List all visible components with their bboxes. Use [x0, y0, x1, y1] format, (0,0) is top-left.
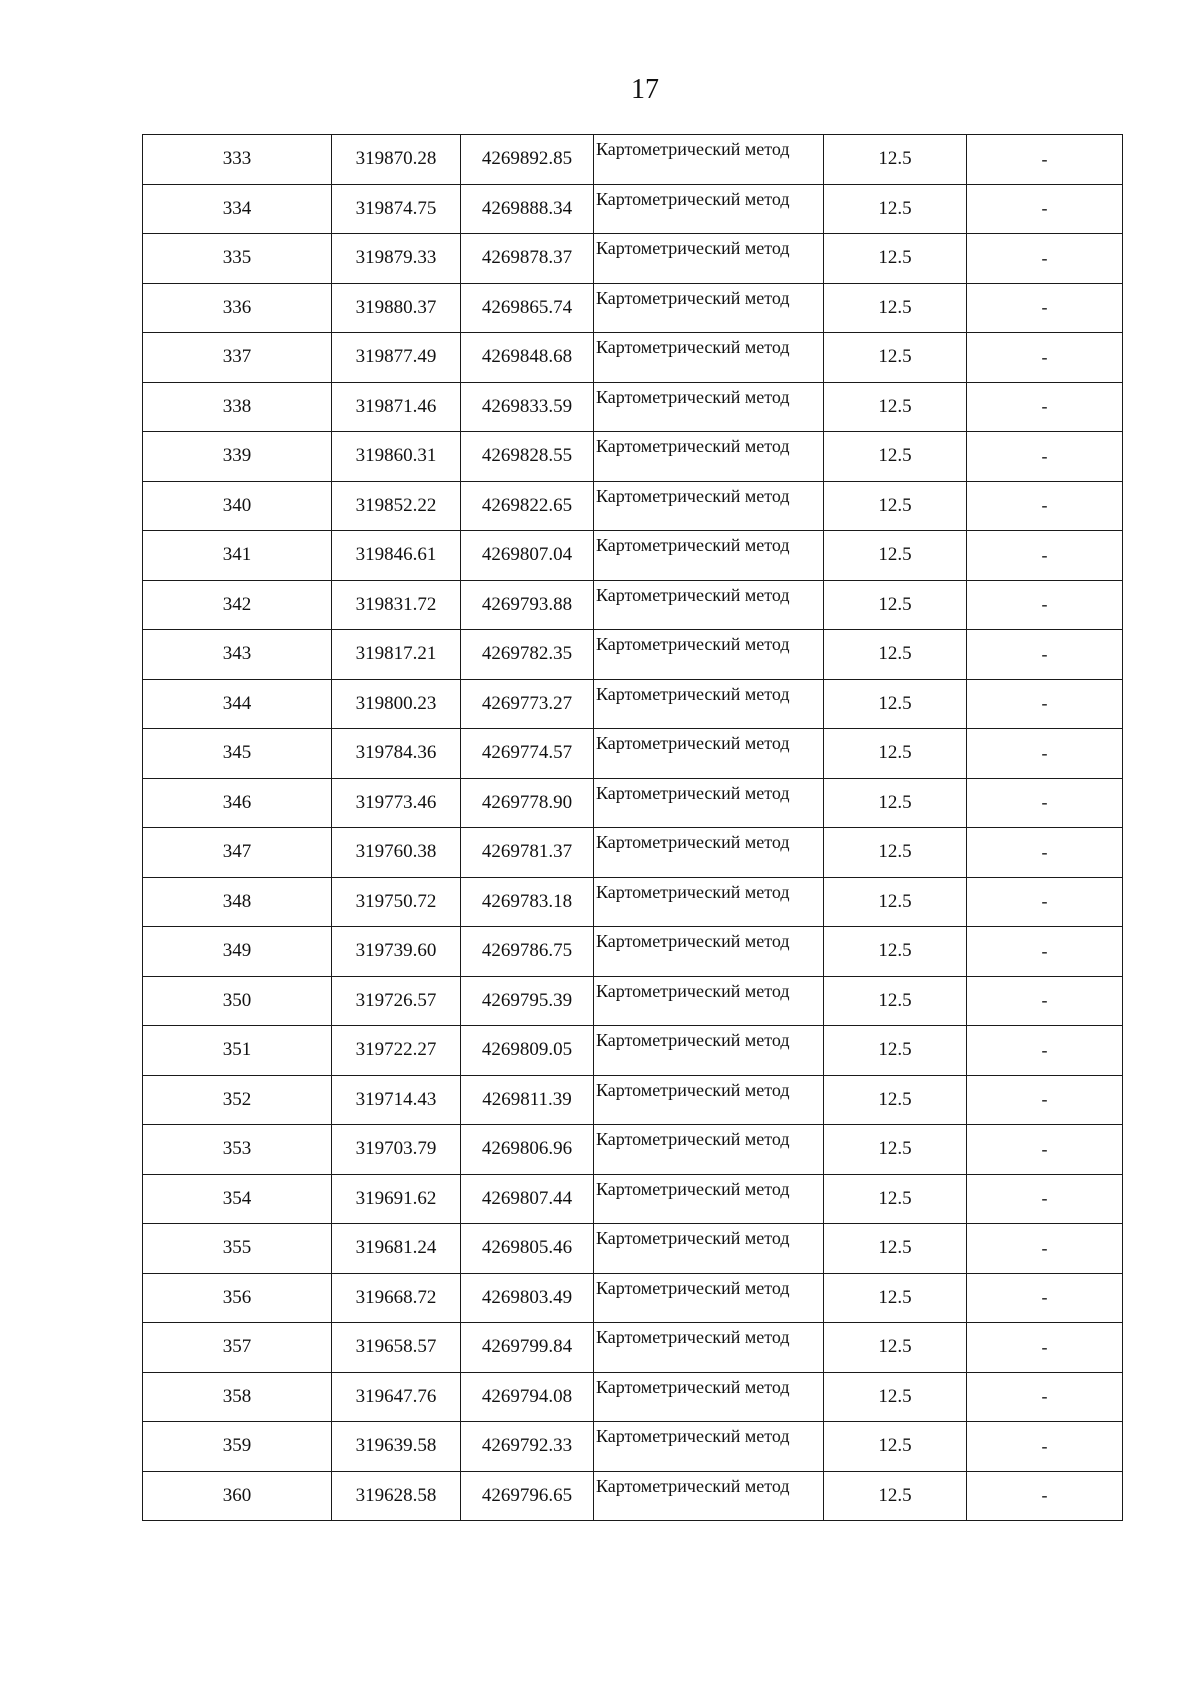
method-cell: Картометрический метод: [594, 184, 824, 234]
accuracy-cell: 12.5: [824, 283, 967, 333]
note-cell: -: [967, 283, 1123, 333]
point-number-cell: 358: [143, 1372, 332, 1422]
point-number-cell: 334: [143, 184, 332, 234]
x-coordinate-cell: 319831.72: [332, 580, 461, 630]
note-cell: -: [967, 1075, 1123, 1125]
method-cell: Картометрический метод: [594, 234, 824, 284]
accuracy-cell: 12.5: [824, 1471, 967, 1521]
accuracy-cell: 12.5: [824, 481, 967, 531]
method-cell: Картометрический метод: [594, 135, 824, 185]
note-cell: -: [967, 1174, 1123, 1224]
note-cell: -: [967, 580, 1123, 630]
x-coordinate-cell: 319773.46: [332, 778, 461, 828]
page-number: 17: [631, 74, 659, 105]
y-coordinate-cell: 4269822.65: [461, 481, 594, 531]
y-coordinate-cell: 4269811.39: [461, 1075, 594, 1125]
method-cell: Картометрический метод: [594, 679, 824, 729]
y-coordinate-cell: 4269796.65: [461, 1471, 594, 1521]
method-cell: Картометрический метод: [594, 927, 824, 977]
x-coordinate-cell: 319647.76: [332, 1372, 461, 1422]
note-cell: -: [967, 877, 1123, 927]
y-coordinate-cell: 4269792.33: [461, 1422, 594, 1472]
accuracy-cell: 12.5: [824, 234, 967, 284]
note-cell: -: [967, 778, 1123, 828]
point-number-cell: 349: [143, 927, 332, 977]
point-number-cell: 343: [143, 630, 332, 680]
x-coordinate-cell: 319714.43: [332, 1075, 461, 1125]
accuracy-cell: 12.5: [824, 432, 967, 482]
table-row: [143, 1422, 1123, 1472]
accuracy-cell: 12.5: [824, 382, 967, 432]
accuracy-cell: 12.5: [824, 1075, 967, 1125]
point-number-cell: 335: [143, 234, 332, 284]
x-coordinate-cell: 319784.36: [332, 729, 461, 779]
table-row: [143, 234, 1123, 284]
x-coordinate-cell: 319880.37: [332, 283, 461, 333]
note-cell: -: [967, 828, 1123, 878]
note-cell: -: [967, 1026, 1123, 1076]
y-coordinate-cell: 4269799.84: [461, 1323, 594, 1373]
note-cell: -: [967, 927, 1123, 977]
method-cell: Картометрический метод: [594, 283, 824, 333]
table-row: [143, 1372, 1123, 1422]
accuracy-cell: 12.5: [824, 976, 967, 1026]
accuracy-cell: 12.5: [824, 1174, 967, 1224]
note-cell: -: [967, 630, 1123, 680]
y-coordinate-cell: 4269878.37: [461, 234, 594, 284]
point-number-cell: 344: [143, 679, 332, 729]
note-cell: -: [967, 1273, 1123, 1323]
method-cell: Картометрический метод: [594, 481, 824, 531]
y-coordinate-cell: 4269794.08: [461, 1372, 594, 1422]
note-cell: -: [967, 382, 1123, 432]
method-cell: Картометрический метод: [594, 828, 824, 878]
y-coordinate-cell: 4269786.75: [461, 927, 594, 977]
table-row: [143, 135, 1123, 185]
table-row: [143, 1026, 1123, 1076]
accuracy-cell: 12.5: [824, 630, 967, 680]
point-number-cell: 355: [143, 1224, 332, 1274]
accuracy-cell: 12.5: [824, 135, 967, 185]
table-row: [143, 729, 1123, 779]
point-number-cell: 342: [143, 580, 332, 630]
y-coordinate-cell: 4269774.57: [461, 729, 594, 779]
point-number-cell: 354: [143, 1174, 332, 1224]
table-row: [143, 1174, 1123, 1224]
point-number-cell: 356: [143, 1273, 332, 1323]
x-coordinate-cell: 319691.62: [332, 1174, 461, 1224]
accuracy-cell: 12.5: [824, 1224, 967, 1274]
table-row: [143, 778, 1123, 828]
coordinates-table: [142, 134, 1123, 1521]
note-cell: -: [967, 184, 1123, 234]
table-row: [143, 481, 1123, 531]
note-cell: -: [967, 1125, 1123, 1175]
y-coordinate-cell: 4269805.46: [461, 1224, 594, 1274]
accuracy-cell: 12.5: [824, 531, 967, 581]
point-number-cell: 359: [143, 1422, 332, 1472]
point-number-cell: 351: [143, 1026, 332, 1076]
table-row: [143, 630, 1123, 680]
method-cell: Картометрический метод: [594, 1372, 824, 1422]
point-number-cell: 352: [143, 1075, 332, 1125]
accuracy-cell: 12.5: [824, 1273, 967, 1323]
x-coordinate-cell: 319879.33: [332, 234, 461, 284]
y-coordinate-cell: 4269807.04: [461, 531, 594, 581]
note-cell: -: [967, 976, 1123, 1026]
method-cell: Картометрический метод: [594, 877, 824, 927]
table-row: [143, 1323, 1123, 1373]
x-coordinate-cell: 319874.75: [332, 184, 461, 234]
note-cell: -: [967, 135, 1123, 185]
note-cell: -: [967, 1422, 1123, 1472]
point-number-cell: 339: [143, 432, 332, 482]
note-cell: -: [967, 1471, 1123, 1521]
note-cell: -: [967, 1323, 1123, 1373]
method-cell: Картометрический метод: [594, 778, 824, 828]
accuracy-cell: 12.5: [824, 927, 967, 977]
x-coordinate-cell: 319817.21: [332, 630, 461, 680]
method-cell: Картометрический метод: [594, 1323, 824, 1373]
x-coordinate-cell: 319800.23: [332, 679, 461, 729]
table-row: [143, 1273, 1123, 1323]
accuracy-cell: 12.5: [824, 333, 967, 383]
method-cell: Картометрический метод: [594, 976, 824, 1026]
y-coordinate-cell: 4269803.49: [461, 1273, 594, 1323]
table-row: [143, 1471, 1123, 1521]
table-row: [143, 184, 1123, 234]
method-cell: Картометрический метод: [594, 382, 824, 432]
x-coordinate-cell: 319750.72: [332, 877, 461, 927]
table-row: [143, 1224, 1123, 1274]
point-number-cell: 348: [143, 877, 332, 927]
x-coordinate-cell: 319726.57: [332, 976, 461, 1026]
y-coordinate-cell: 4269782.35: [461, 630, 594, 680]
table-row: [143, 679, 1123, 729]
point-number-cell: 350: [143, 976, 332, 1026]
accuracy-cell: 12.5: [824, 1372, 967, 1422]
x-coordinate-cell: 319703.79: [332, 1125, 461, 1175]
table-row: [143, 382, 1123, 432]
point-number-cell: 360: [143, 1471, 332, 1521]
y-coordinate-cell: 4269781.37: [461, 828, 594, 878]
point-number-cell: 336: [143, 283, 332, 333]
note-cell: -: [967, 333, 1123, 383]
table-row: [143, 531, 1123, 581]
note-cell: -: [967, 234, 1123, 284]
point-number-cell: 337: [143, 333, 332, 383]
table-row: [143, 580, 1123, 630]
method-cell: Картометрический метод: [594, 333, 824, 383]
table-row: [143, 333, 1123, 383]
point-number-cell: 347: [143, 828, 332, 878]
y-coordinate-cell: 4269828.55: [461, 432, 594, 482]
y-coordinate-cell: 4269848.68: [461, 333, 594, 383]
y-coordinate-cell: 4269795.39: [461, 976, 594, 1026]
point-number-cell: 353: [143, 1125, 332, 1175]
table-row: [143, 1075, 1123, 1125]
table-row: [143, 927, 1123, 977]
y-coordinate-cell: 4269783.18: [461, 877, 594, 927]
method-cell: Картометрический метод: [594, 1422, 824, 1472]
point-number-cell: 338: [143, 382, 332, 432]
table-row: [143, 976, 1123, 1026]
accuracy-cell: 12.5: [824, 184, 967, 234]
table-row: [143, 283, 1123, 333]
table-row: [143, 877, 1123, 927]
point-number-cell: 340: [143, 481, 332, 531]
y-coordinate-cell: 4269793.88: [461, 580, 594, 630]
x-coordinate-cell: 319846.61: [332, 531, 461, 581]
note-cell: -: [967, 1224, 1123, 1274]
note-cell: -: [967, 679, 1123, 729]
x-coordinate-cell: 319658.57: [332, 1323, 461, 1373]
method-cell: Картометрический метод: [594, 531, 824, 581]
method-cell: Картометрический метод: [594, 1224, 824, 1274]
x-coordinate-cell: 319760.38: [332, 828, 461, 878]
method-cell: Картометрический метод: [594, 1471, 824, 1521]
table-body: [143, 135, 1123, 1521]
table-row: [143, 432, 1123, 482]
method-cell: Картометрический метод: [594, 432, 824, 482]
point-number-cell: 357: [143, 1323, 332, 1373]
x-coordinate-cell: 319681.24: [332, 1224, 461, 1274]
x-coordinate-cell: 319860.31: [332, 432, 461, 482]
point-number-cell: 345: [143, 729, 332, 779]
y-coordinate-cell: 4269773.27: [461, 679, 594, 729]
y-coordinate-cell: 4269806.96: [461, 1125, 594, 1175]
accuracy-cell: 12.5: [824, 778, 967, 828]
accuracy-cell: 12.5: [824, 679, 967, 729]
accuracy-cell: 12.5: [824, 580, 967, 630]
method-cell: Картометрический метод: [594, 1273, 824, 1323]
method-cell: Картометрический метод: [594, 580, 824, 630]
y-coordinate-cell: 4269892.85: [461, 135, 594, 185]
x-coordinate-cell: 319852.22: [332, 481, 461, 531]
x-coordinate-cell: 319871.46: [332, 382, 461, 432]
point-number-cell: 333: [143, 135, 332, 185]
accuracy-cell: 12.5: [824, 1323, 967, 1373]
point-number-cell: 346: [143, 778, 332, 828]
x-coordinate-cell: 319870.28: [332, 135, 461, 185]
y-coordinate-cell: 4269809.05: [461, 1026, 594, 1076]
table-row: [143, 1125, 1123, 1175]
table-row: [143, 828, 1123, 878]
note-cell: -: [967, 481, 1123, 531]
y-coordinate-cell: 4269888.34: [461, 184, 594, 234]
note-cell: -: [967, 1372, 1123, 1422]
x-coordinate-cell: 319668.72: [332, 1273, 461, 1323]
accuracy-cell: 12.5: [824, 1125, 967, 1175]
x-coordinate-cell: 319739.60: [332, 927, 461, 977]
note-cell: -: [967, 531, 1123, 581]
x-coordinate-cell: 319877.49: [332, 333, 461, 383]
accuracy-cell: 12.5: [824, 1422, 967, 1472]
y-coordinate-cell: 4269778.90: [461, 778, 594, 828]
note-cell: -: [967, 729, 1123, 779]
y-coordinate-cell: 4269833.59: [461, 382, 594, 432]
accuracy-cell: 12.5: [824, 877, 967, 927]
y-coordinate-cell: 4269865.74: [461, 283, 594, 333]
method-cell: Картометрический метод: [594, 1075, 824, 1125]
method-cell: Картометрический метод: [594, 630, 824, 680]
accuracy-cell: 12.5: [824, 729, 967, 779]
method-cell: Картометрический метод: [594, 1125, 824, 1175]
x-coordinate-cell: 319628.58: [332, 1471, 461, 1521]
method-cell: Картометрический метод: [594, 1174, 824, 1224]
x-coordinate-cell: 319722.27: [332, 1026, 461, 1076]
point-number-cell: 341: [143, 531, 332, 581]
y-coordinate-cell: 4269807.44: [461, 1174, 594, 1224]
x-coordinate-cell: 319639.58: [332, 1422, 461, 1472]
accuracy-cell: 12.5: [824, 1026, 967, 1076]
method-cell: Картометрический метод: [594, 1026, 824, 1076]
note-cell: -: [967, 432, 1123, 482]
method-cell: Картометрический метод: [594, 729, 824, 779]
accuracy-cell: 12.5: [824, 828, 967, 878]
